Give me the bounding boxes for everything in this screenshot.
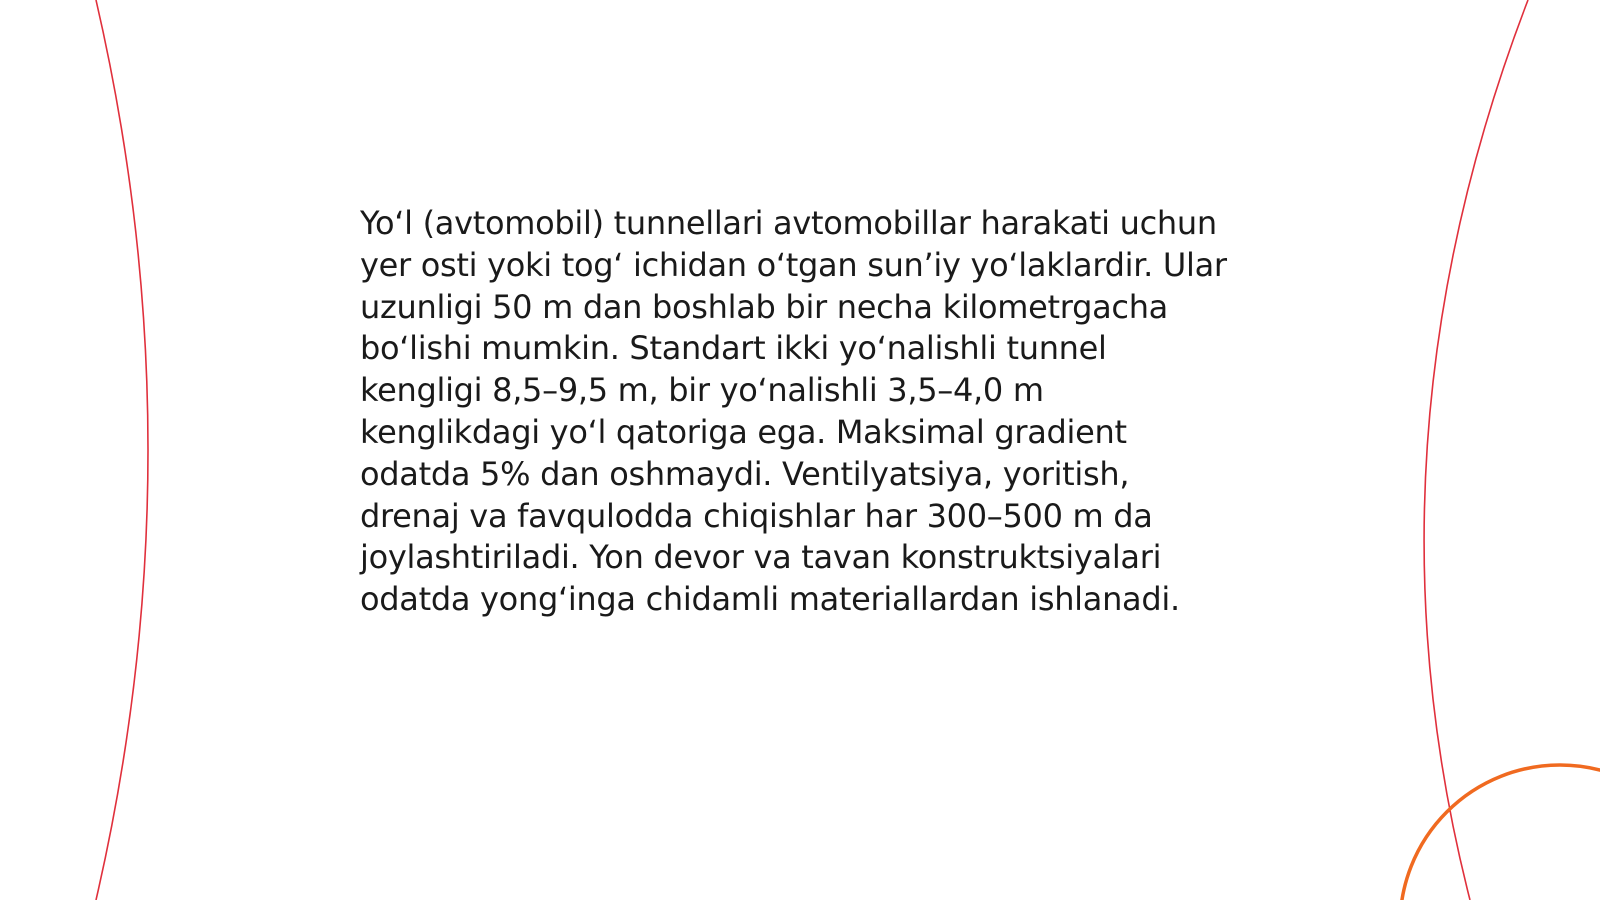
orange-circle <box>1400 765 1600 900</box>
right-arc <box>1424 0 1528 900</box>
left-arc <box>96 0 148 900</box>
body-paragraph: Yo‘l (avtomobil) tunnellari avtomobillar harakati uchun yer osti yoki tog‘ ichidan o‘tgan sun’iy yo‘laklardir. Ular uzunligi 50 m dan boshlab bir necha kilometrgacha bo‘lishi mumkin. Standart ikki yo‘nalishli tunnel kengligi 8,5–9,5 m, bir yo‘nalishli 3,5–4,0 m kenglikdagi yo‘l qatoriga ega. Maksimal gradient odatda 5% dan oshmaydi. Ventilyatsiya, yoritish, drenaj va favqulodda chiqishlar har 300–500 m da joylashtiriladi. Yon devor va tavan konstruktsiyalari odatda yong‘inga chidamli materiallardan ishlanadi. <box>360 204 1227 619</box>
